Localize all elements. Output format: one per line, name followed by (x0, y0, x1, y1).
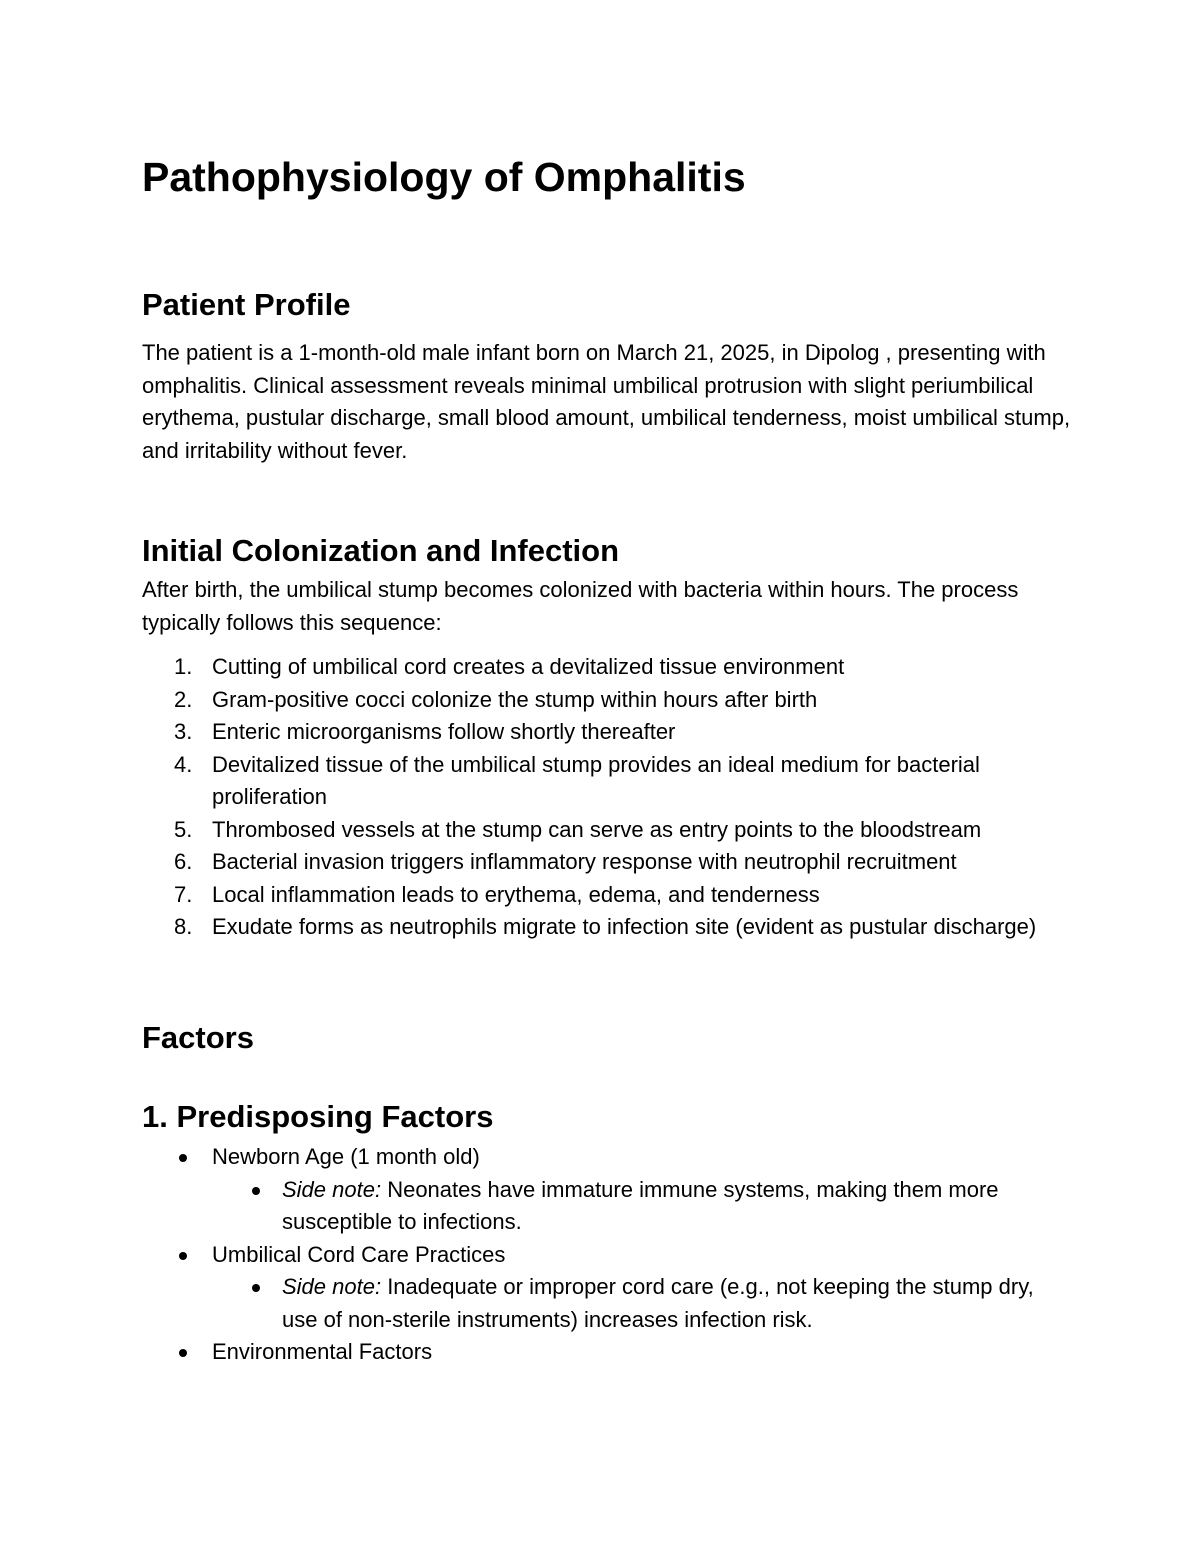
list-item (142, 651, 1072, 684)
list-item (212, 1174, 1072, 1239)
document-title: Pathophysiology of Omphalitis (142, 154, 746, 200)
list-item (142, 814, 1072, 847)
list-item (212, 1271, 1072, 1336)
list-item-number: 4. (174, 751, 193, 777)
bullet-icon (252, 1284, 260, 1292)
predisposing-factors-list (142, 1141, 1072, 1369)
list-item-text: Cutting of umbilical cord creates a devitalized tissue environment (212, 654, 845, 679)
initial-colonization-heading: Initial Colonization and Infection (142, 533, 620, 568)
list-item (142, 1336, 1072, 1369)
factors-section (142, 1018, 1072, 1058)
initial-colonization-section (142, 531, 1072, 944)
list-item-text: Bacterial invasion triggers inflammatory response with neutrophil recruitment (212, 849, 957, 874)
list-item-number: 3. (174, 719, 193, 744)
list-item (142, 1141, 1072, 1239)
list-item (142, 1239, 1072, 1337)
side-note-text: Inadequate or improper cord care (e.g., not keeping the stump dry, use of non-sterile instruments) increases infection risk. (282, 1274, 1034, 1332)
list-item-text: Thrombosed vessels at the stump can serve as entry points to the bloodstream (212, 816, 982, 842)
colonization-steps-list (142, 651, 1072, 944)
bullet-icon (252, 1187, 260, 1195)
list-item-text: Enteric microorganisms follow shortly thereafter (212, 719, 676, 744)
list-item-number: 7. (174, 881, 193, 907)
patient-profile-section (142, 285, 1072, 467)
list-item (142, 846, 1072, 879)
list-item-text: Local inflammation leads to erythema, edema, and tenderness (212, 881, 820, 907)
side-note-label: Side note: (282, 1176, 382, 1202)
patient-profile-heading: Patient Profile (142, 287, 351, 322)
list-item (142, 879, 1072, 912)
initial-colonization-intro: After birth, the umbilical stump becomes colonized with bacteria within hours. The process typically follows this sequence: (142, 577, 1019, 635)
predisposing-factors-heading: 1. Predisposing Factors (142, 1099, 494, 1134)
list-item-number: 6. (174, 849, 193, 874)
side-note-label: Side note: (282, 1274, 382, 1299)
factor-notes (212, 1174, 1072, 1239)
list-item (142, 911, 1072, 944)
patient-profile-body: The patient is a 1-month-old male infant born on March 21, 2025, in Dipolog , presenting with omphalitis. Clinical assessment reveals minimal umbilical protrusion with slight periumbilical erythema, pustular discharge, small blood amount, umbilical tenderness, moist umbilical stump, and irritability without fever. (142, 340, 1071, 463)
predisposing-factors-section (142, 1097, 1072, 1369)
bullet-icon (179, 1154, 187, 1162)
list-item (142, 716, 1072, 749)
factor-notes (212, 1271, 1072, 1336)
factor-label: Umbilical Cord Care Practices (212, 1241, 506, 1267)
list-item-number: 2. (174, 686, 193, 712)
bullet-icon (179, 1252, 187, 1260)
side-note-text: Neonates have immature immune systems, making them more susceptible to infections. (282, 1176, 999, 1234)
list-item-text: Devitalized tissue of the umbilical stump provides an ideal medium for bacterial proliferation (212, 751, 980, 809)
factors-heading: Factors (142, 1020, 254, 1055)
list-item-number: 8. (174, 914, 193, 939)
list-item-text: Gram-positive cocci colonize the stump within hours after birth (212, 686, 818, 712)
list-item-number: 5. (174, 816, 193, 842)
list-item-text: Exudate forms as neutrophils migrate to infection site (evident as pustular discharge) (212, 914, 1037, 939)
factor-label: Environmental Factors (212, 1339, 433, 1364)
bullet-icon (179, 1349, 187, 1357)
list-item (142, 684, 1072, 717)
factor-label: Newborn Age (1 month old) (212, 1144, 480, 1169)
list-item (142, 749, 1072, 814)
list-item-number: 1. (174, 654, 193, 679)
